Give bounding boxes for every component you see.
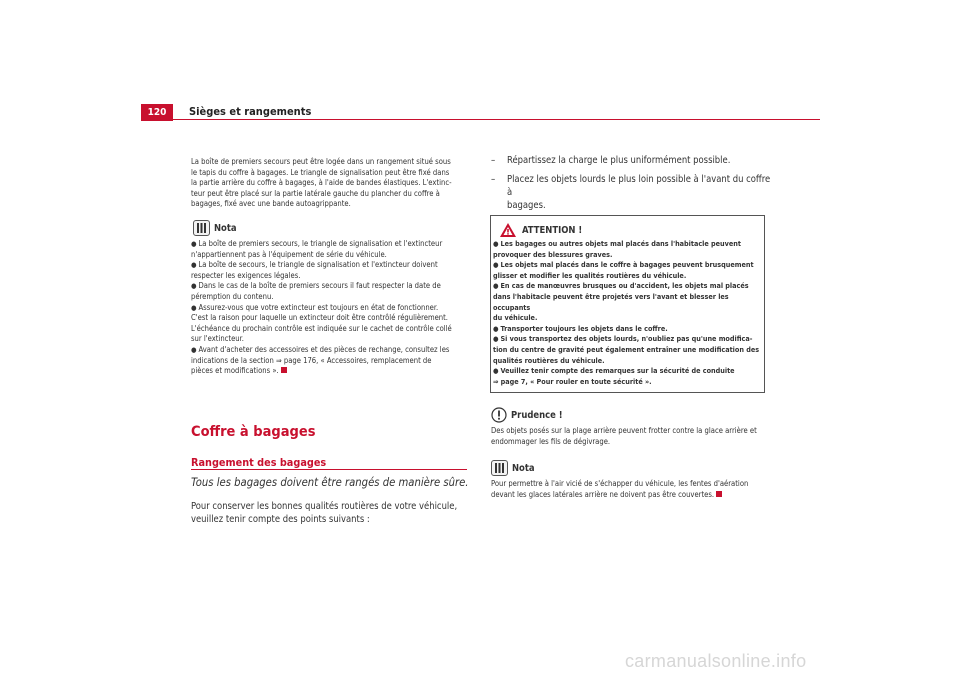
bullet-icon: ● (493, 282, 499, 291)
section-title: Coffre à bagages (191, 424, 316, 440)
list-line: ● En cas de manœuvres brusques ou d'accident, les objets mal placés (493, 281, 749, 291)
list-line: pièces et modifications ». (191, 366, 483, 377)
running-header-title: Sièges et rangements (189, 105, 312, 118)
attention-list (493, 239, 763, 387)
intro-paragraph (191, 157, 481, 210)
nota-heading-right: Nota (491, 460, 535, 476)
page-number: 120 (141, 104, 173, 121)
list-line: ● La boîte de premiers secours, le triangle de signalisation et l'extincteur (191, 239, 443, 248)
info-icon (193, 220, 210, 236)
watermark: carmanualsonline.info (625, 651, 807, 671)
text-line: devant les glaces latérales arrière ne doivent pas être couvertes. (491, 490, 776, 501)
text-line: Pour permettre à l'air vicié de s'échapper du véhicule, les fentes d'aération (491, 479, 749, 488)
nota-heading (193, 220, 237, 236)
subsection-rule (191, 469, 467, 470)
list-line: ● Les objets mal placés dans le coffre à bagages peuvent brusquement (493, 260, 754, 270)
bullet-icon: ● (191, 303, 197, 312)
dash-icon: – (491, 155, 496, 166)
list-line: ● Si vous transportez des objets lourds, n'oubliez pas qu'une modifica- (493, 334, 753, 344)
bullet-icon: ● (191, 282, 197, 291)
caution-icon (491, 407, 507, 423)
text-line: le tapis du coffre à bagages. Le triangle de signalisation peut être fixé dans (191, 167, 450, 177)
text-line: endommager les fils de dégivrage. (491, 436, 611, 446)
nota-text-right (491, 479, 776, 500)
end-mark-icon (716, 491, 722, 497)
bullet-icon: ● (493, 240, 499, 248)
list-line: sur l'extincteur. (191, 334, 244, 344)
attention-box (490, 215, 765, 393)
list-line: dans l'habitacle peuvent être projetés vers l'avant et blesser les occupants (493, 291, 729, 312)
list-line: du véhicule. (493, 313, 538, 323)
text-line: La boîte de premiers secours peut être logée dans un rangement situé sous (191, 157, 451, 166)
list-line: provoquer des blessures graves. (493, 249, 613, 259)
text-line: bagages, fixé avec une bande autoagrippante. (191, 199, 351, 209)
text-line: veuillez tenir compte des points suivants : (191, 514, 370, 525)
bullet-icon: ● (493, 367, 499, 376)
attention-heading: ATTENTION ! (499, 222, 582, 238)
nota-label: Nota (214, 222, 237, 234)
nota-list (191, 239, 483, 377)
text-line: Des objets posés sur la plage arrière peuvent frotter contre la glace arrière et (491, 426, 757, 435)
text-line: Pour conserver les bonnes qualités routières de votre véhicule, (191, 501, 458, 512)
dash-icon: – (491, 174, 496, 185)
list-line: péremption du contenu. (191, 291, 274, 301)
bullet-icon: ● (191, 345, 197, 354)
end-mark-icon (281, 367, 287, 373)
bullet-icon: ● (493, 335, 499, 344)
info-icon (491, 460, 508, 476)
list-line: ● Avant d'acheter des accessoires et des pièces de rechange, consultez les (191, 344, 450, 354)
intro-points-paragraph (191, 500, 481, 526)
bullet-icon: ● (191, 261, 197, 270)
list-line: C'est la raison pour laquelle un extincteur doit être contrôlé régulièrement. (191, 313, 448, 323)
bullet-icon: ● (191, 240, 197, 248)
list-line: indications de la section ⇒ page 176, « Accessoires, remplacement de (191, 355, 432, 365)
list-line: ● Les bagages ou autres objets mal placés dans l'habitacle peuvent (493, 239, 741, 248)
list-line: ● Assurez-vous que votre extincteur est toujours en état de fonctionner. (191, 302, 439, 312)
list-line: ● La boîte de secours, le triangle de signalisation et l'extincteur doivent (191, 260, 438, 270)
list-item: – Placez les objets lourds le plus loin possible à l'avant du coffre à bagages. (491, 174, 771, 211)
bullet-icon: ● (493, 324, 499, 333)
text-line: teur peut être placé sur la partie latérale gauche du plancher du coffre à (191, 188, 440, 198)
list-line: L'échéance du prochain contrôle est indiquée sur le cachet de contrôle collé (191, 323, 452, 333)
list-line: glisser et modifier les qualités routières du véhicule. (493, 270, 687, 280)
list-line: ● Dans le cas de la boîte de premiers secours il faut respecter la date de (191, 281, 441, 291)
list-line: ⇒ page 7, « Pour rouler en toute sécurité ». (493, 376, 652, 386)
list-line: tion du centre de gravité peut également entraîner une modification des (493, 344, 760, 354)
list-item: – Répartissez la charge le plus uniformément possible. (491, 155, 731, 166)
warning-triangle-icon (499, 222, 517, 238)
header-rule (141, 119, 820, 120)
text-line: la partie arrière du coffre à bagages, à l'aide de bandes élastiques. L'extinc- (191, 178, 452, 188)
bullet-icon: ● (493, 261, 499, 270)
list-line: respecter les exigences légales. (191, 270, 301, 280)
subsection-title: Rangement des bagages (191, 456, 327, 469)
list-line: ● Transporter toujours les objets dans le coffre. (493, 323, 668, 333)
dash-list (491, 154, 776, 212)
prudence-heading: Prudence ! (491, 407, 563, 423)
prudence-text (491, 426, 776, 447)
list-line: qualités routières du véhicule. (493, 355, 605, 365)
list-line: ● Veuillez tenir compte des remarques sur la sécurité de conduite (493, 366, 735, 376)
list-line: n'appartiennent pas à l'équipement de série du véhicule. (191, 249, 387, 259)
italic-heading: Tous les bagages doivent être rangés de manière sûre. (191, 476, 469, 489)
